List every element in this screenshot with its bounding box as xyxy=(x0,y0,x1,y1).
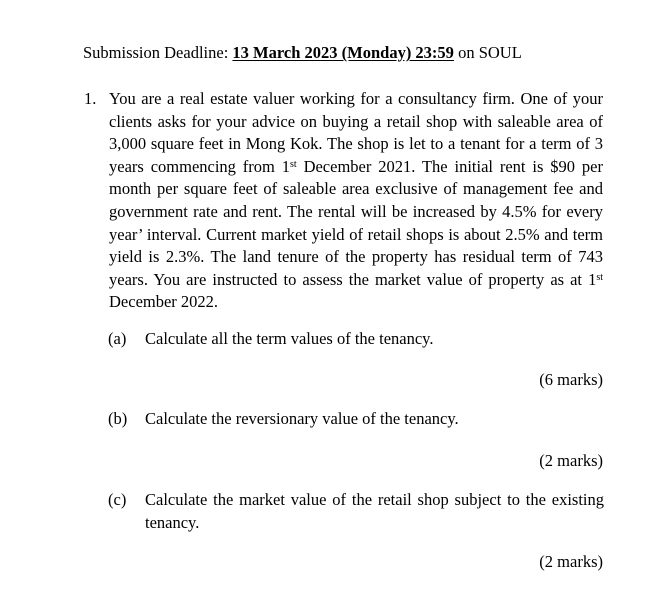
part-a-marks: (6 marks) xyxy=(539,370,603,389)
ordinal-suffix-1: st xyxy=(290,158,297,170)
question-text-part-2: December 2021. The initial rent is $90 per month per square feet of saleable area exclusive of management fee and government rate and rent. The rental will be increased by 4.5% for every year’ interval. Current market yield of retail shops is about 2.5% and term yield is 2.3%. The land tenure of the property has residual term of 743 years. You are instructed to assess the market value of property as at 1 xyxy=(109,156,603,289)
ordinal-suffix-2: st xyxy=(596,271,603,283)
part-b-text: Calculate the reversionary value of the tenancy. xyxy=(145,409,459,428)
submission-deadline xyxy=(83,42,522,65)
deadline-suffix: on SOUL xyxy=(453,43,522,62)
deadline-date: 13 March 2023 (Monday) 23:59 xyxy=(232,43,454,62)
part-b-label: (b) xyxy=(108,409,128,428)
part-c-marks: (2 marks) xyxy=(539,552,603,571)
part-c-label: (c) xyxy=(108,490,127,509)
question-text-part-1: You are a real estate valuer working for a consultancy firm. One of your clients asks for your advice on buying a retail shop with saleable area of 3,000 square feet in Mong Kok. The shop is let to a tenant for a term of 3 years commencing from 1 xyxy=(109,89,603,176)
question-text xyxy=(109,88,603,314)
deadline-label: Submission Deadline: xyxy=(83,43,233,62)
part-a-label: (a) xyxy=(108,329,127,348)
part-c-text: Calculate the market value of the retail shop subject to the existing tenancy. xyxy=(145,490,604,532)
question-text-part-3: December 2022. xyxy=(109,292,219,312)
part-b-marks: (2 marks) xyxy=(539,451,603,470)
question-number: 1. xyxy=(84,89,97,108)
part-a-text: Calculate all the term values of the tenancy. xyxy=(145,329,434,348)
